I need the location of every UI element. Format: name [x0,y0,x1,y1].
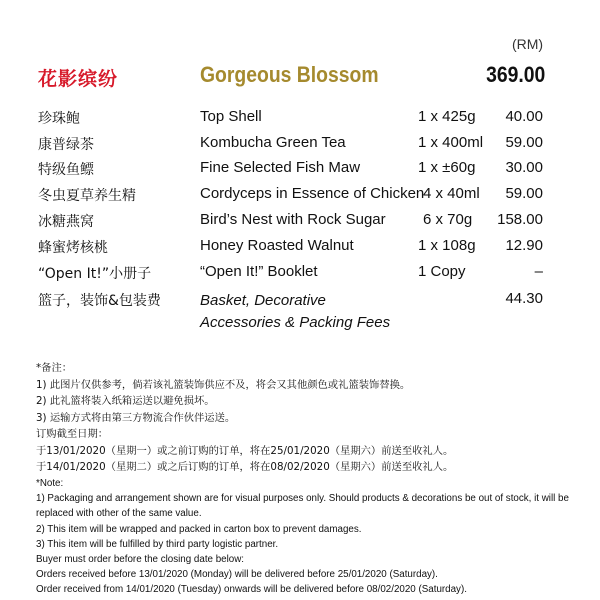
note-line: 1) Packaging and arrangement shown are for visual purposes only. Should products & decorations be out of stock, it will be replaced with other of the same value. [36,493,569,520]
item-price: – [534,263,543,280]
item-name-cn: 康普绿茶 [38,137,94,153]
item-price: 44.30 [505,290,543,307]
item-name-en: Fine Selected Fish Maw [200,159,361,176]
total-price: 369.00 [485,62,545,87]
note-line: 2) This item will be wrapped and packed in carton box to prevent damages. [36,523,362,535]
product-title-en: Gorgeous Blossom [200,62,379,87]
note-line: 3) This item will be fulfilled by third party logistic partner. [36,538,279,550]
item-name-cn: 冰糖燕窝 [38,214,94,230]
note-line: 于13/01/2020（星期一）或之前订购的订单，将在25/01/2020（星期六）前送至收礼人。 [36,444,454,457]
item-quantity: 1 Copy [418,263,466,280]
item-price: 158.00 [497,211,543,228]
note-line: 3) 运输方式将由第三方物流合作伙伴运送。 [36,411,236,424]
item-row [0,185,600,211]
item-name-en: Cordyceps in Essence of Chicken [200,185,425,202]
item-name-cn: 蜂蜜烤核桃 [38,240,108,256]
note-line: Orders received before 13/01/2020 (Monday) will be delivered before 25/01/2020 (Saturday). [36,569,438,581]
note-line: Order received from 14/01/2020 (Tuesday) onwards will be delivered before 08/02/2020 (Saturday). [36,584,467,596]
item-quantity: 6 x 70g [423,211,473,228]
item-quantity: 1 x 425g [418,108,476,125]
item-name-en: Top Shell [200,108,262,125]
item-name-cn: 珍珠鲍 [38,111,80,127]
item-quantity: 1 x 108g [418,237,476,254]
item-price: 59.00 [505,134,543,151]
item-row [0,263,600,289]
item-name-cn: 特级鱼鳔 [38,162,94,178]
item-quantity: 1 x 400ml [418,134,484,151]
item-price: 59.00 [505,185,543,202]
item-row [0,211,600,237]
item-price: 12.90 [505,237,543,254]
item-row [0,108,600,134]
item-price: 30.00 [505,159,543,176]
currency-label: (RM) [512,36,544,52]
note-line: Buyer must order before the closing date below: [36,554,245,566]
item-name-en: Bird’s Nest with Rock Sugar [200,211,386,228]
note-line: 于14/01/2020（星期二）或之后订购的订单，将在08/02/2020（星期六）前送至收礼人。 [36,461,454,473]
note-line: *Note: [36,478,64,489]
item-row [0,237,600,263]
note-line: 1) 此图片仅供参考，倘若该礼篮装饰供应不及，将会又其他颜色或礼篮装饰替换。 [36,378,411,391]
product-title-cn: 花影缤纷 [38,68,119,90]
item-name-cn: “Open It!”小册子 [38,266,152,282]
notes-chinese [36,360,453,476]
item-row [0,290,600,340]
note-line: 订购截至日期： [36,428,109,440]
item-row [0,134,600,160]
item-name-en: Honey Roasted Walnut [200,237,354,254]
item-name-en: Kombucha Green Tea [200,134,346,151]
item-name-cn: 冬虫夏草养生精 [38,188,136,204]
item-quantity: 4 x 40ml [423,185,480,202]
item-quantity: 1 x ±60g [418,159,476,176]
note-line: *备注： [36,362,73,374]
note-line: 2) 此礼篮将装入纸箱运送以避免损坏。 [36,395,215,407]
item-price: 40.00 [505,108,543,125]
item-name-en: Basket, Decorative Accessories & Packing Fees [200,292,391,331]
notes-english [36,476,576,598]
item-row [0,159,600,185]
item-name-cn: 篮子，装饰&包装费 [38,293,161,309]
item-name-en: “Open It!” Booklet [200,263,318,280]
